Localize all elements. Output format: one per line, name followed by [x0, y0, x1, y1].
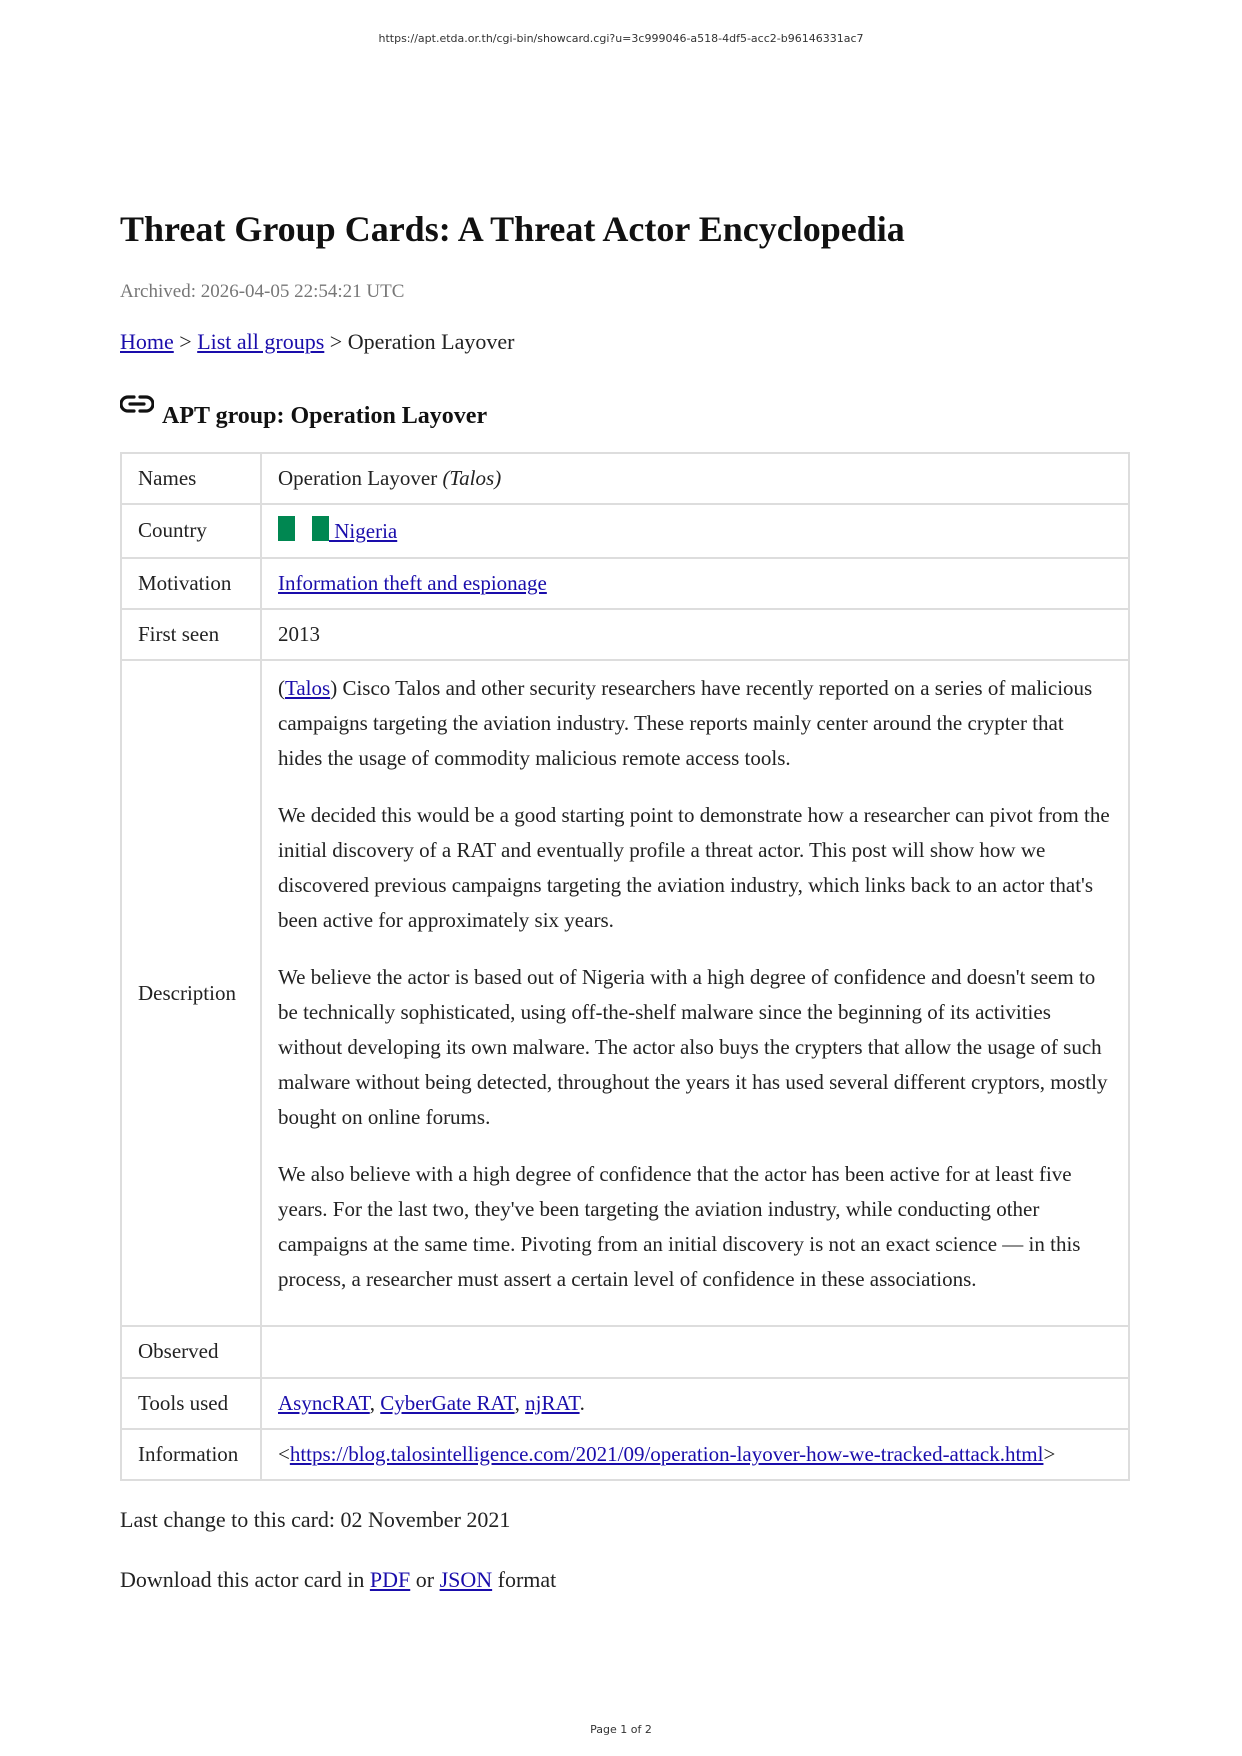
information-close: >: [1043, 1441, 1056, 1466]
download-suffix: format: [492, 1567, 557, 1593]
country-value-cell: [261, 504, 1129, 557]
page-number: Page 1 of 2: [590, 1723, 652, 1736]
table-row: [121, 1378, 1129, 1429]
description-paragraph: [278, 671, 1112, 776]
country-link[interactable]: [278, 519, 397, 543]
information-open: <: [278, 1441, 290, 1466]
first-seen-value: 2013: [261, 609, 1129, 660]
site-title: Threat Group Cards: A Threat Actor Encyclopedia: [120, 209, 905, 249]
description-value-cell: [261, 660, 1129, 1326]
names-label: Names: [121, 453, 261, 504]
information-link[interactable]: https://blog.talosintelligence.com/2021/09/operation-layover-how-we-tracked-attack.html: [289, 1441, 1044, 1466]
page-url-header: https://apt.etda.or.th/cgi-bin/showcard.cgi?u=3c999046-a518-4df5-acc2-b96146331ac7: [378, 32, 864, 45]
description-label: Description: [121, 660, 261, 1326]
breadcrumb: [120, 329, 1130, 355]
talos-source-link[interactable]: Talos: [285, 676, 331, 701]
download-or: or: [410, 1567, 440, 1593]
country-name: Nigeria: [329, 519, 398, 544]
table-row: [121, 660, 1129, 1326]
breadcrumb-home-link[interactable]: Home: [120, 329, 174, 355]
table-row: [121, 1326, 1129, 1377]
names-value: Operation Layover: [278, 466, 443, 491]
motivation-label: Motivation: [121, 558, 261, 609]
first-seen-label: First seen: [121, 609, 261, 660]
description-paragraph-2: We decided this would be a good starting point to demonstrate how a researcher can pivot from the initial discovery of a RAT and eventually profile a threat actor. This post will show how we discovered previous campaigns targeting the aviation industry, which links back to an actor that's been active for approximately six years.: [278, 803, 1110, 933]
breadcrumb-separator: >: [324, 329, 348, 355]
breadcrumb-current: Operation Layover: [347, 329, 515, 355]
tool-link-cybergate-rat[interactable]: CyberGate RAT: [380, 1390, 515, 1415]
tool-link-asyncrat[interactable]: AsyncRAT: [278, 1390, 370, 1415]
tool-link-njrat[interactable]: njRAT: [525, 1390, 580, 1415]
download-line: [120, 1567, 1130, 1593]
nigeria-flag-icon: [278, 516, 329, 541]
tools-value-cell: [261, 1378, 1129, 1429]
information-value-cell: [261, 1429, 1129, 1480]
observed-value: [261, 1326, 1129, 1377]
observed-label: Observed: [121, 1326, 261, 1377]
group-heading: [120, 395, 1130, 430]
link-icon: [120, 393, 154, 415]
tools-separator: ,: [369, 1390, 381, 1415]
actor-card-table: [120, 452, 1130, 1481]
description-paragraph-3: We believe the actor is based out of Nigeria with a high degree of confidence and doesn't seem to be technically sophisticated, using off-the-shelf malware since the beginning of its activities without developing its own malware. The actor also buys the crypters that allow the usage of such malware without being detected, throughout the years it has used several different cryptors, mostly bought on online forums.: [278, 965, 1108, 1130]
names-source: (Talos): [442, 466, 502, 491]
motivation-link[interactable]: Information theft and espionage: [278, 570, 547, 595]
archived-timestamp: Archived: 2026-04-05 22:54:21 UTC: [120, 281, 405, 303]
main-content: [120, 208, 1130, 1593]
group-heading-title: APT group: Operation Layover: [162, 403, 488, 430]
country-label: Country: [121, 504, 261, 557]
breadcrumb-list-groups-link[interactable]: List all groups: [197, 329, 325, 355]
names-value-cell: [261, 453, 1129, 504]
table-row: [121, 1429, 1129, 1480]
tools-label: Tools used: [121, 1378, 261, 1429]
tools-end: .: [579, 1390, 585, 1415]
download-pdf-link[interactable]: PDF: [369, 1567, 411, 1593]
table-row: [121, 453, 1129, 504]
description-paragraph-1-text: ) Cisco Talos and other security researchers have recently reported on a series of malicious campaigns targeting the aviation industry. These reports mainly center around the crypter that hides the usage of commodity malicious remote access tools.: [278, 676, 1093, 771]
table-row: [121, 504, 1129, 557]
description-paragraph-4: We also believe with a high degree of confidence that the actor has been active for at least five years. For the last two, they've been targeting the aviation industry, while conducting other campaigns at the same time. Pivoting from an initial discovery is not an exact science — in this process, a researcher must assert a certain level of confidence in these associations.: [278, 1162, 1081, 1292]
motivation-value-cell: [261, 558, 1129, 609]
table-row: [121, 558, 1129, 609]
last-change-text: Last change to this card: 02 November 2021: [120, 1507, 511, 1533]
breadcrumb-separator: >: [173, 329, 198, 355]
download-prefix: Download this actor card in: [120, 1567, 370, 1593]
download-json-link[interactable]: JSON: [439, 1567, 493, 1593]
information-label: Information: [121, 1429, 261, 1480]
tools-separator: ,: [514, 1390, 526, 1415]
table-row: [121, 609, 1129, 660]
description-open-paren: (: [278, 676, 285, 701]
